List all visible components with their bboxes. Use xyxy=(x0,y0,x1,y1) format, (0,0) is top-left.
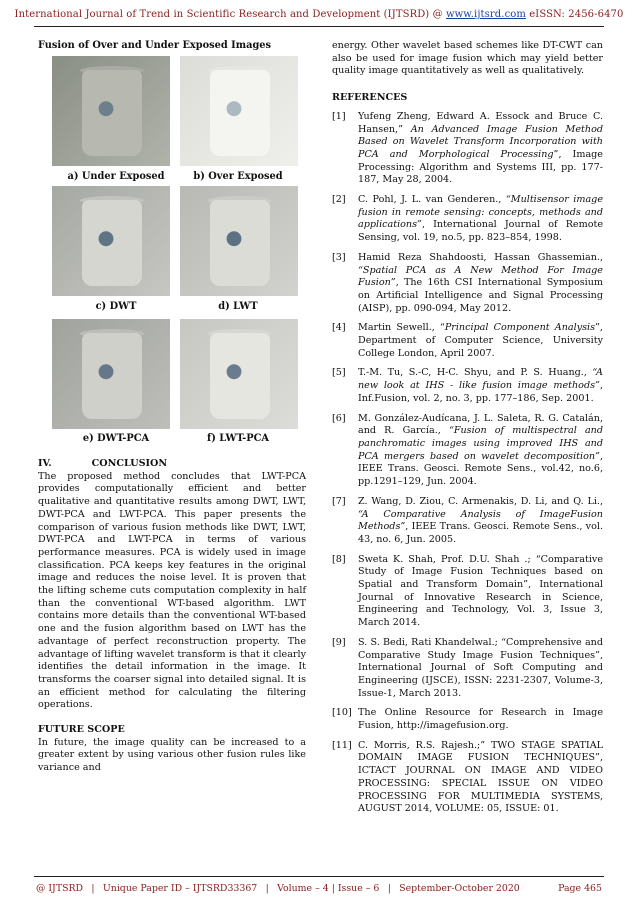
reference-source: , International Journal of Remote Sensing, vol. 19, no.5, pp. 823–854, 1998. xyxy=(358,219,603,244)
left-column xyxy=(38,40,306,57)
reference-text xyxy=(358,707,603,732)
caption-over-exposed: b) Over Exposed xyxy=(193,171,283,182)
reference-authors: C. Morris, R.S. Rajesh.;” TWO STAGE SPATIAL DOMAIN IMAGE FUSION TECHNIQUES”, ICTACT JOURNAL ON IMAGE AND VIDEO PROCESSING: SPECIAL ISSUE ON VIDEO PROCESSING FOR MULTIMEDIA SYSTEMS, AUGUST 2014, VOLUME: 05, ISSUE: 01. xyxy=(358,739,603,815)
reference-text xyxy=(358,252,603,316)
reference-authors: S. S. Bedi, Rati Khandelwal.; “Comprehensive and Comparative Study Image Fusion Techniques”, International Journal of Soft Computing and Engineering (IJSCE), ISSN: 2231-2307, Volume-3, Issue-1, March 2013. xyxy=(358,636,603,699)
image-dwt-pca xyxy=(52,319,170,429)
reference-title: “A Comparative Analysis of ImageFusion Methods” xyxy=(358,508,603,533)
reference-authors: C. Pohl, J. L. van Genderen., xyxy=(358,194,506,206)
conclusion-text: The proposed method concludes that LWT-PCA provides computationally efficient and better qualitative and quantitative results among DWT, LWT, DWT-PCA and LWT-PCA. This paper presents the comparison of various fusion methods like DWT, LWT, DWT-PCA and LWT-PCA in terms of various performance measures. PCA is widely used in image classification. PCA keeps key features in the original image and reduces the noise level. It is proven that the lifting scheme cuts computation complexity in half than the conventional WT-based algorithm. LWT contains more details than the conventional WT-based one and the fusion algorithm based on LWT has the advantage of perfect reconstruction property. The advantage of lifting wavelet transform is that it clearly identifies the detail information in the image. It transforms the coarser signal into detailed signal. It is an efficient method for calculating the filtering operations. xyxy=(38,470,306,711)
reference-authors: Martin Sewell., “ xyxy=(358,322,445,334)
reference-number: [11] xyxy=(332,739,352,751)
image-dwt xyxy=(52,186,170,296)
image-over-exposed xyxy=(180,56,298,166)
reference-item xyxy=(332,740,603,816)
footer-date: September-October 2020 xyxy=(399,883,520,894)
footer-journal: @ IJTSRD xyxy=(36,883,84,894)
image-under-exposed xyxy=(52,56,170,166)
footer-paper-id: Unique Paper ID – IJTSRD33367 xyxy=(102,883,258,894)
section-title: CONCLUSION xyxy=(91,458,168,469)
reference-authors: The Online Resource for Research in Image Fusion, http://imagefusion.org. xyxy=(358,707,603,732)
reference-item xyxy=(332,252,603,316)
footer-volume: Volume – 4 | Issue – 6 xyxy=(277,883,380,894)
figure-title: Fusion of Over and Under Exposed Images xyxy=(38,40,272,51)
future-scope-continued: energy. Other wavelet based schemes like DT-CWT can also be used for image fusion which may yield better quality image quantitatively as well as qualitatively. xyxy=(332,40,603,77)
reference-authors: Sweta K. Shah, Prof. D.U. Shah .; “Comparative Study of Image Fusion Techniques based on Spatial and Transform Domain”, International Journal of Innovative Research in Science, Engineering and Technology, Vol. 3, Issue 3, March 2014. xyxy=(358,553,603,629)
reference-item xyxy=(332,413,603,489)
reference-number: [9] xyxy=(332,636,346,648)
reference-number: [8] xyxy=(332,553,346,565)
reference-item xyxy=(332,554,603,630)
page-footer: @ IJTSRD | Unique Paper ID – IJTSRD33367 | Volume – 4 | Issue – 6 | September-October 2020 Page 465 xyxy=(36,883,602,894)
reference-number: [10] xyxy=(332,707,352,719)
journal-issn: eISSN: 2456-6470 xyxy=(525,9,624,20)
reference-title: “Multisensor image fusion in remote sensing: concepts, methods and applications” xyxy=(358,194,603,231)
image-lwt-pca xyxy=(180,319,298,429)
reference-authors: M. González-Audícana, J. L. Saleta, R. G. Catalán, and R. García., xyxy=(358,412,603,437)
reference-text xyxy=(358,740,603,816)
footer-page-number: Page 465 xyxy=(558,883,602,894)
reference-text xyxy=(358,111,603,187)
reference-text xyxy=(358,367,603,405)
reference-text xyxy=(358,413,603,489)
reference-number: [5] xyxy=(332,367,346,379)
references-heading: REFERENCES xyxy=(332,92,408,104)
reference-authors: T.-M. Tu, S.-C, H-C. Shyu, and P. S. Huang., xyxy=(358,367,593,379)
reference-authors: Z. Wang, D. Ziou, C. Armenakis, D. Li, and Q. Li., xyxy=(358,495,603,507)
reference-source: , IEEE Trans. Geosci. Remote Sens., vol. 43, no. 6, Jun. 2005. xyxy=(358,521,603,545)
right-column xyxy=(332,40,603,823)
caption-lwt: d) LWT xyxy=(218,301,258,312)
reference-title: An Advanced Image Fusion Method Based on Wavelet Transform Incorporation with PCA and Morphological Processing xyxy=(358,123,603,160)
reference-text xyxy=(358,637,603,701)
reference-item xyxy=(332,496,603,547)
caption-lwt-pca: f) LWT-PCA xyxy=(207,433,269,444)
journal-name: International Journal of Trend in Scientific Research and Development (IJTSRD) @ xyxy=(14,9,446,20)
conclusion-heading xyxy=(38,458,306,471)
reference-text xyxy=(358,322,603,360)
reference-item xyxy=(332,637,603,701)
reference-source: , Inf.Fusion, vol. 2, no. 3, pp. 177–186, Sep. 2001. xyxy=(358,380,603,404)
header-rule xyxy=(34,26,604,27)
section-number: IV. xyxy=(38,458,52,469)
reference-title: “A new look at IHS - like fusion image methods” xyxy=(358,367,603,392)
caption-dwt-pca: e) DWT-PCA xyxy=(82,433,150,444)
reference-title: Principal Component Analysis xyxy=(444,322,596,334)
caption-under-exposed: a) Under Exposed xyxy=(67,171,165,182)
reference-item xyxy=(332,322,603,360)
reference-authors: Hamid Reza Shahdoosti, Hassan Ghassemian., xyxy=(358,251,603,263)
reference-item xyxy=(332,194,603,245)
reference-source: ”, Image Processing: Algorithm and Systems III, pp. 177-187, May 28, 2004. xyxy=(358,148,603,186)
future-scope-heading: FUTURE SCOPE xyxy=(38,724,125,736)
footer-rule xyxy=(34,876,604,877)
reference-title: “Spatial PCA as A New Method For Image Fusion” xyxy=(358,264,603,289)
reference-number: [6] xyxy=(332,412,346,424)
image-lwt xyxy=(180,186,298,296)
page-header xyxy=(0,9,638,20)
reference-source: ”, Department of Computer Science, University College London, April 2007. xyxy=(358,322,603,359)
reference-text xyxy=(358,194,603,245)
future-scope-text: In future, the image quality can be increased to a greater extent by using various other fusion rules like variance and xyxy=(38,736,306,774)
reference-number: [3] xyxy=(332,251,346,263)
reference-number: [4] xyxy=(332,322,346,334)
conclusion-section xyxy=(38,458,306,775)
journal-url-link[interactable]: www.ijtsrd.com xyxy=(445,9,526,20)
reference-authors: Yufeng Zheng, Edward A. Essock and Bruce C. Hansen,” xyxy=(358,110,603,135)
reference-number: [2] xyxy=(332,194,346,206)
reference-source: , IEEE Trans. Geosci. Remote Sens., vol.42, no.6, pp.1291–129, Jun. 2004. xyxy=(358,450,603,488)
reference-text xyxy=(358,496,603,547)
reference-number: [7] xyxy=(332,495,346,507)
reference-item xyxy=(332,707,603,732)
reference-item xyxy=(332,367,603,405)
reference-text xyxy=(358,554,603,630)
references-list xyxy=(332,111,603,816)
reference-number: [1] xyxy=(332,110,346,122)
reference-source: , The 16th CSI International Symposium on Artificial Intelligence and Signal Processing (AISP), pp. 090-094, May 2012. xyxy=(358,277,603,314)
caption-dwt: c) DWT xyxy=(95,301,137,312)
reference-title: “Fusion of multispectral and panchromatic images using improved IHS and PCA mergers based on wavelet decomposition” xyxy=(358,425,603,462)
reference-item xyxy=(332,111,603,187)
